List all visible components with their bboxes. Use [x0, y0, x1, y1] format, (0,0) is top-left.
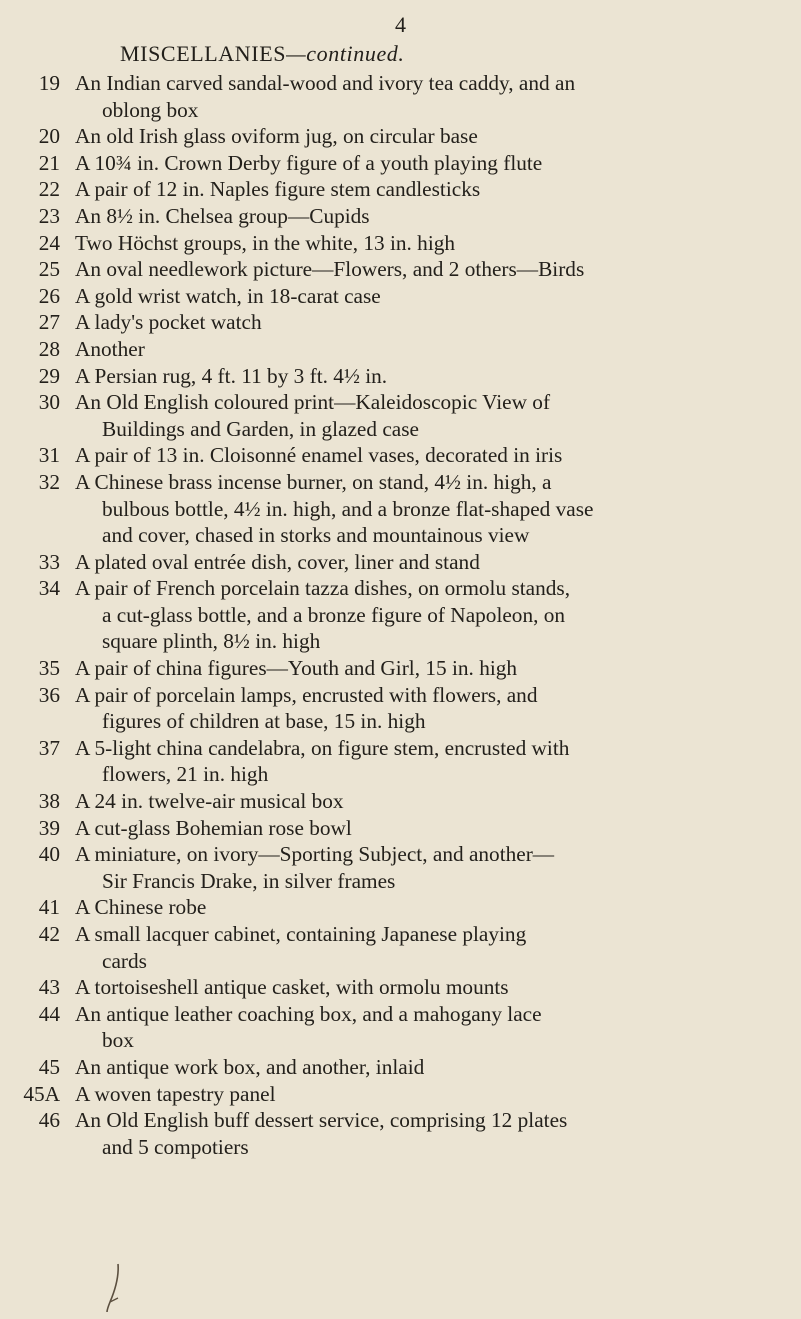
lot-description [75, 682, 797, 735]
lot-entry [0, 203, 801, 230]
lot-description [75, 1081, 797, 1108]
lot-list [0, 70, 801, 1160]
lot-entry [0, 230, 801, 257]
lot-description-line: A plated oval entrée dish, cover, liner and stand [75, 549, 480, 574]
lot-description [75, 150, 797, 177]
lot-description-line: A cut-glass Bohemian rose bowl [75, 815, 352, 840]
lot-description [75, 389, 797, 442]
lot-entry [0, 389, 801, 442]
lot-number: 19 [38, 71, 60, 95]
lot-entry [0, 469, 801, 549]
lot-number: 46 [38, 1108, 60, 1133]
lot-description [75, 735, 797, 788]
lot-description [75, 1107, 797, 1160]
lot-description-line: An Old English buff dessert service, comprising 12 plates [75, 1108, 568, 1133]
lot-entry [0, 655, 801, 682]
lot-description-line: An 8½ in. Chelsea group—Cupids [75, 203, 370, 228]
lot-description-line: Another [75, 336, 145, 361]
lot-description [75, 283, 797, 310]
lot-description [75, 841, 797, 894]
lot-description [75, 815, 797, 842]
lot-description-line: An old Irish glass oviform jug, on circular base [75, 124, 478, 149]
lot-entry [0, 150, 801, 177]
lot-entry [0, 283, 801, 310]
lot-entry [0, 256, 801, 283]
lot-description-line: An antique work box, and another, inlaid [75, 1054, 425, 1079]
lot-number: 26 [38, 283, 60, 308]
lot-entry [0, 336, 801, 363]
lot-entry [0, 176, 801, 203]
lot-entry [0, 894, 801, 921]
lot-entry [0, 363, 801, 390]
lot-description-line: and 5 compotiers [102, 1134, 249, 1159]
lot-entry [0, 682, 801, 735]
lot-description-line: Two Höchst groups, in the white, 13 in. high [75, 230, 456, 255]
lot-number: 40 [38, 842, 60, 867]
lot-entry [0, 442, 801, 469]
lot-description-line: square plinth, 8½ in. high [102, 629, 321, 654]
lot-description-line: A gold wrist watch, in 18-carat case [75, 283, 381, 308]
lot-description [75, 363, 797, 390]
lot-entry [0, 575, 801, 655]
lot-number: 25 [38, 257, 60, 282]
lot-description-line: A small lacquer cabinet, containing Japanese playing [75, 922, 527, 946]
lot-description-line: flowers, 21 in. high [102, 762, 269, 787]
lot-number: 37 [38, 735, 60, 760]
lot-number: 36 [38, 682, 60, 707]
lot-description-line: A pair of china figures—Youth and Girl, 15 in. high [75, 656, 518, 681]
lot-description [75, 230, 797, 257]
lot-description-line: An oval needlework picture—Flowers, and 2 others—Birds [75, 257, 585, 282]
lot-description-line: A 5-light china candelabra, on figure stem, encrusted with [75, 735, 570, 760]
lot-entry [0, 309, 801, 336]
lot-number: 43 [38, 975, 60, 1000]
lot-number: 39 [38, 815, 60, 840]
lot-description [75, 203, 797, 230]
lot-number: 41 [38, 895, 60, 920]
lot-number: 44 [38, 1001, 60, 1026]
lot-description-line: A lady's pocket watch [75, 310, 262, 335]
lot-description-line: A Chinese robe [75, 895, 207, 920]
lot-entry [0, 549, 801, 576]
section-title [120, 40, 405, 68]
lot-number: 27 [38, 310, 60, 335]
lot-entry [0, 123, 801, 150]
lot-description [75, 176, 797, 203]
lot-entry [0, 1054, 801, 1081]
lot-number: 24 [38, 230, 60, 255]
lot-description [75, 655, 797, 682]
lot-description-line: An antique leather coaching box, and a mahogany lace [75, 1001, 542, 1026]
lot-description-line: A woven tapestry panel [75, 1081, 276, 1106]
lot-entry [0, 841, 801, 894]
lot-description-line: A 10¾ in. Crown Derby figure of a youth playing flute [75, 150, 543, 175]
lot-entry [0, 1081, 801, 1108]
lot-description [75, 70, 797, 123]
lot-description-line: A pair of porcelain lamps, encrusted with flowers, and [75, 682, 538, 707]
lot-number: 45 [38, 1054, 60, 1079]
lot-number: 45A [23, 1081, 60, 1106]
lot-description-line: A tortoiseshell antique casket, with ormolu mounts [75, 975, 509, 1000]
lot-entry [0, 815, 801, 842]
pencil-mark-icon [104, 1262, 128, 1314]
lot-number: 33 [38, 549, 60, 574]
lot-description-line: A Chinese brass incense burner, on stand, 4½ in. high, a [75, 469, 552, 494]
lot-description-line: A Persian rug, 4 ft. 11 by 3 ft. 4½ in. [75, 363, 388, 388]
lot-description [75, 256, 797, 283]
lot-description-line: An Old English coloured print—Kaleidoscopic View of [75, 390, 551, 415]
lot-description-line: oblong box [102, 97, 199, 122]
lot-description [75, 575, 797, 655]
lot-description-line: A miniature, on ivory—Sporting Subject, and another— [75, 842, 555, 867]
lot-description-line: cards [102, 948, 147, 973]
lot-description [75, 123, 797, 150]
lot-description [75, 974, 797, 1001]
lot-description-line: Sir Francis Drake, in silver frames [102, 868, 396, 893]
lot-number: 23 [38, 203, 60, 228]
lot-description-line: A pair of 12 in. Naples figure stem candlesticks [75, 177, 481, 202]
section-title-suffix: —continued. [286, 41, 405, 66]
lot-entry [0, 974, 801, 1001]
lot-entry [0, 788, 801, 815]
lot-description-line: box [102, 1028, 134, 1053]
lot-description [75, 309, 797, 336]
lot-description [75, 921, 797, 974]
lot-number: 22 [38, 177, 60, 202]
lot-description-line: bulbous bottle, 4½ in. high, and a bronze flat-shaped vase [102, 496, 594, 521]
lot-number: 34 [38, 576, 60, 601]
lot-description-line: An Indian carved sandal-wood and ivory tea caddy, and an [75, 71, 576, 95]
lot-number: 30 [38, 390, 60, 415]
lot-description [75, 549, 797, 576]
lot-entry [0, 921, 801, 974]
lot-description-line: A pair of French porcelain tazza dishes, on ormolu stands, [75, 576, 571, 601]
lot-description-line: Buildings and Garden, in glazed case [102, 416, 419, 441]
lot-number: 20 [38, 124, 60, 149]
lot-description [75, 469, 797, 549]
lot-number: 35 [38, 656, 60, 681]
lot-number: 38 [38, 789, 60, 814]
lot-description-line: figures of children at base, 15 in. high [102, 709, 426, 734]
lot-number: 21 [38, 150, 60, 175]
lot-number: 31 [38, 443, 60, 468]
lot-description-line: A pair of 13 in. Cloisonné enamel vases, decorated in iris [75, 443, 563, 468]
lot-description [75, 442, 797, 469]
lot-description-line: a cut-glass bottle, and a bronze figure of Napoleon, on [102, 602, 566, 627]
lot-description-line: A 24 in. twelve-air musical box [75, 789, 344, 814]
section-title-main: MISCELLANIES [120, 41, 287, 66]
page-number: 4 [395, 12, 406, 37]
lot-description [75, 336, 797, 363]
lot-entry [0, 70, 801, 123]
lot-description [75, 1054, 797, 1081]
lot-description [75, 1001, 797, 1054]
lot-description [75, 894, 797, 921]
lot-number: 42 [38, 922, 60, 946]
lot-description [75, 788, 797, 815]
lot-entry [0, 1001, 801, 1054]
lot-number: 32 [38, 469, 60, 494]
lot-number: 29 [38, 363, 60, 388]
lot-number: 28 [38, 336, 60, 361]
lot-entry [0, 735, 801, 788]
lot-entry [0, 1107, 801, 1160]
lot-description-line: and cover, chased in storks and mountainous view [102, 523, 530, 548]
